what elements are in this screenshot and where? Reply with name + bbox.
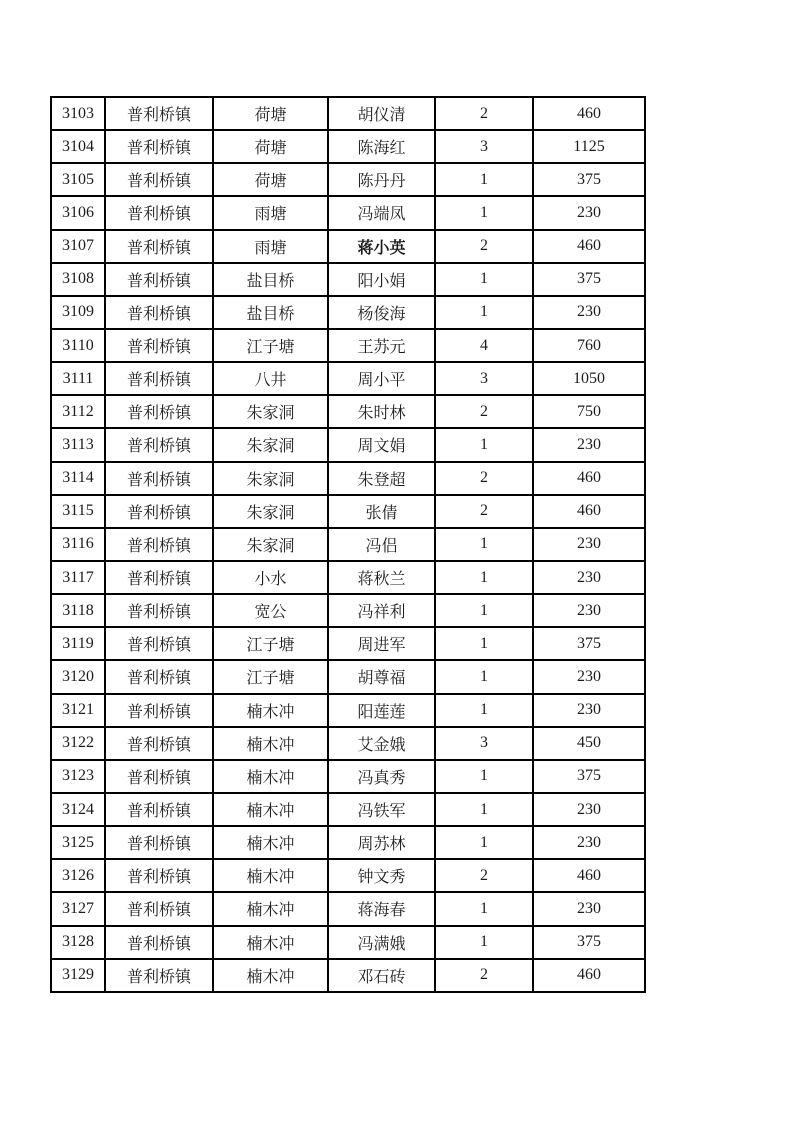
cell-id: 3113	[51, 428, 105, 461]
cell-town: 普利桥镇	[105, 959, 213, 992]
cell-qty: 1	[435, 196, 533, 229]
cell-qty: 1	[435, 826, 533, 859]
cell-village: 盐目桥	[213, 263, 328, 296]
cell-name: 冯真秀	[328, 760, 435, 793]
cell-amount: 375	[533, 760, 645, 793]
cell-name: 周文娟	[328, 428, 435, 461]
cell-qty: 1	[435, 594, 533, 627]
table-row	[51, 362, 645, 395]
cell-qty: 1	[435, 263, 533, 296]
table-row	[51, 329, 645, 362]
table-row	[51, 760, 645, 793]
cell-town: 普利桥镇	[105, 163, 213, 196]
cell-village: 荷塘	[213, 97, 328, 130]
cell-amount: 230	[533, 296, 645, 329]
cell-town: 普利桥镇	[105, 495, 213, 528]
table-row	[51, 230, 645, 263]
cell-id: 3127	[51, 892, 105, 925]
cell-name: 蒋秋兰	[328, 561, 435, 594]
cell-name: 周小平	[328, 362, 435, 395]
cell-id: 3109	[51, 296, 105, 329]
table-row	[51, 727, 645, 760]
cell-qty: 1	[435, 296, 533, 329]
cell-id: 3108	[51, 263, 105, 296]
cell-name: 朱时林	[328, 395, 435, 428]
cell-id: 3124	[51, 793, 105, 826]
table-row	[51, 826, 645, 859]
cell-qty: 2	[435, 859, 533, 892]
table-row	[51, 859, 645, 892]
cell-id: 3125	[51, 826, 105, 859]
cell-name: 王苏元	[328, 329, 435, 362]
cell-town: 普利桥镇	[105, 528, 213, 561]
cell-qty: 1	[435, 892, 533, 925]
cell-amount: 375	[533, 627, 645, 660]
table-row	[51, 495, 645, 528]
cell-qty: 4	[435, 329, 533, 362]
cell-id: 3122	[51, 727, 105, 760]
cell-qty: 2	[435, 959, 533, 992]
table-row	[51, 97, 645, 130]
cell-id: 3105	[51, 163, 105, 196]
table-row	[51, 561, 645, 594]
cell-qty: 1	[435, 163, 533, 196]
cell-amount: 375	[533, 926, 645, 959]
cell-id: 3111	[51, 362, 105, 395]
cell-qty: 2	[435, 97, 533, 130]
cell-amount: 460	[533, 959, 645, 992]
table-row	[51, 892, 645, 925]
cell-town: 普利桥镇	[105, 263, 213, 296]
cell-id: 3115	[51, 495, 105, 528]
cell-town: 普利桥镇	[105, 230, 213, 263]
cell-village: 八井	[213, 362, 328, 395]
cell-town: 普利桥镇	[105, 594, 213, 627]
cell-name: 周进军	[328, 627, 435, 660]
cell-qty: 1	[435, 561, 533, 594]
cell-town: 普利桥镇	[105, 428, 213, 461]
table-row	[51, 296, 645, 329]
cell-town: 普利桥镇	[105, 627, 213, 660]
cell-village: 楠木冲	[213, 926, 328, 959]
cell-amount: 460	[533, 230, 645, 263]
cell-village: 江子塘	[213, 329, 328, 362]
cell-name: 胡尊福	[328, 660, 435, 693]
table-row	[51, 462, 645, 495]
cell-town: 普利桥镇	[105, 196, 213, 229]
table-row	[51, 926, 645, 959]
table-row	[51, 660, 645, 693]
cell-village: 楠木冲	[213, 892, 328, 925]
cell-id: 3103	[51, 97, 105, 130]
cell-name: 朱登超	[328, 462, 435, 495]
table-row	[51, 793, 645, 826]
cell-town: 普利桥镇	[105, 892, 213, 925]
cell-town: 普利桥镇	[105, 826, 213, 859]
table-row	[51, 528, 645, 561]
cell-town: 普利桥镇	[105, 859, 213, 892]
table-row	[51, 263, 645, 296]
cell-id: 3112	[51, 395, 105, 428]
cell-amount: 230	[533, 660, 645, 693]
cell-name: 阳小娟	[328, 263, 435, 296]
cell-amount: 375	[533, 163, 645, 196]
cell-id: 3116	[51, 528, 105, 561]
cell-amount: 460	[533, 97, 645, 130]
cell-qty: 1	[435, 660, 533, 693]
cell-amount: 230	[533, 528, 645, 561]
cell-name: 胡仪清	[328, 97, 435, 130]
cell-amount: 230	[533, 196, 645, 229]
cell-amount: 230	[533, 826, 645, 859]
cell-name: 冯端凤	[328, 196, 435, 229]
cell-qty: 1	[435, 428, 533, 461]
cell-town: 普利桥镇	[105, 329, 213, 362]
cell-village: 雨塘	[213, 196, 328, 229]
cell-amount: 230	[533, 793, 645, 826]
cell-town: 普利桥镇	[105, 793, 213, 826]
cell-village: 楠木冲	[213, 760, 328, 793]
cell-qty: 1	[435, 694, 533, 727]
cell-town: 普利桥镇	[105, 97, 213, 130]
cell-amount: 460	[533, 859, 645, 892]
cell-id: 3121	[51, 694, 105, 727]
cell-town: 普利桥镇	[105, 926, 213, 959]
cell-village: 江子塘	[213, 627, 328, 660]
cell-village: 盐目桥	[213, 296, 328, 329]
cell-village: 楠木冲	[213, 793, 328, 826]
cell-amount: 450	[533, 727, 645, 760]
cell-id: 3106	[51, 196, 105, 229]
cell-qty: 3	[435, 130, 533, 163]
table-row	[51, 694, 645, 727]
table-row	[51, 428, 645, 461]
cell-qty: 3	[435, 362, 533, 395]
cell-town: 普利桥镇	[105, 462, 213, 495]
cell-name: 蒋小英	[328, 230, 435, 263]
cell-id: 3126	[51, 859, 105, 892]
cell-village: 楠木冲	[213, 959, 328, 992]
cell-name: 邓石砖	[328, 959, 435, 992]
cell-id: 3123	[51, 760, 105, 793]
cell-amount: 1125	[533, 130, 645, 163]
cell-village: 朱家洞	[213, 428, 328, 461]
cell-name: 周苏林	[328, 826, 435, 859]
cell-amount: 460	[533, 462, 645, 495]
cell-amount: 230	[533, 694, 645, 727]
cell-qty: 2	[435, 230, 533, 263]
table-row	[51, 163, 645, 196]
cell-village: 朱家洞	[213, 462, 328, 495]
cell-id: 3118	[51, 594, 105, 627]
cell-id: 3104	[51, 130, 105, 163]
cell-village: 楠木冲	[213, 859, 328, 892]
cell-amount: 760	[533, 329, 645, 362]
cell-qty: 1	[435, 627, 533, 660]
cell-town: 普利桥镇	[105, 296, 213, 329]
cell-town: 普利桥镇	[105, 561, 213, 594]
cell-amount: 230	[533, 594, 645, 627]
cell-village: 楠木冲	[213, 694, 328, 727]
cell-id: 3110	[51, 329, 105, 362]
cell-village: 荷塘	[213, 130, 328, 163]
cell-id: 3120	[51, 660, 105, 693]
cell-name: 张倩	[328, 495, 435, 528]
cell-name: 冯铁军	[328, 793, 435, 826]
cell-village: 楠木冲	[213, 727, 328, 760]
cell-name: 蒋海春	[328, 892, 435, 925]
cell-amount: 750	[533, 395, 645, 428]
cell-name: 钟文秀	[328, 859, 435, 892]
cell-amount: 375	[533, 263, 645, 296]
cell-qty: 3	[435, 727, 533, 760]
table-row	[51, 395, 645, 428]
cell-amount: 230	[533, 428, 645, 461]
cell-town: 普利桥镇	[105, 130, 213, 163]
cell-village: 朱家洞	[213, 395, 328, 428]
cell-amount: 230	[533, 561, 645, 594]
cell-town: 普利桥镇	[105, 694, 213, 727]
roster-table	[50, 96, 646, 993]
table-row	[51, 196, 645, 229]
cell-name: 杨俊海	[328, 296, 435, 329]
table-row	[51, 594, 645, 627]
cell-name: 陈丹丹	[328, 163, 435, 196]
cell-amount: 230	[533, 892, 645, 925]
cell-village: 荷塘	[213, 163, 328, 196]
cell-name: 冯满娥	[328, 926, 435, 959]
cell-id: 3129	[51, 959, 105, 992]
cell-qty: 1	[435, 528, 533, 561]
cell-village: 朱家洞	[213, 528, 328, 561]
table-row	[51, 627, 645, 660]
cell-town: 普利桥镇	[105, 660, 213, 693]
cell-village: 雨塘	[213, 230, 328, 263]
cell-town: 普利桥镇	[105, 760, 213, 793]
cell-id: 3107	[51, 230, 105, 263]
cell-town: 普利桥镇	[105, 362, 213, 395]
cell-id: 3128	[51, 926, 105, 959]
cell-village: 宽公	[213, 594, 328, 627]
cell-id: 3114	[51, 462, 105, 495]
cell-village: 楠木冲	[213, 826, 328, 859]
cell-name: 冯侣	[328, 528, 435, 561]
cell-amount: 460	[533, 495, 645, 528]
cell-qty: 2	[435, 462, 533, 495]
cell-village: 朱家洞	[213, 495, 328, 528]
cell-qty: 1	[435, 793, 533, 826]
cell-name: 阳莲莲	[328, 694, 435, 727]
table-row	[51, 130, 645, 163]
cell-id: 3117	[51, 561, 105, 594]
table-row	[51, 959, 645, 992]
table-body	[51, 97, 645, 992]
cell-id: 3119	[51, 627, 105, 660]
cell-qty: 2	[435, 395, 533, 428]
cell-name: 陈海红	[328, 130, 435, 163]
cell-town: 普利桥镇	[105, 727, 213, 760]
cell-qty: 2	[435, 495, 533, 528]
cell-name: 艾金娥	[328, 727, 435, 760]
cell-village: 江子塘	[213, 660, 328, 693]
cell-town: 普利桥镇	[105, 395, 213, 428]
cell-qty: 1	[435, 760, 533, 793]
cell-qty: 1	[435, 926, 533, 959]
cell-amount: 1050	[533, 362, 645, 395]
cell-village: 小水	[213, 561, 328, 594]
cell-name: 冯祥利	[328, 594, 435, 627]
